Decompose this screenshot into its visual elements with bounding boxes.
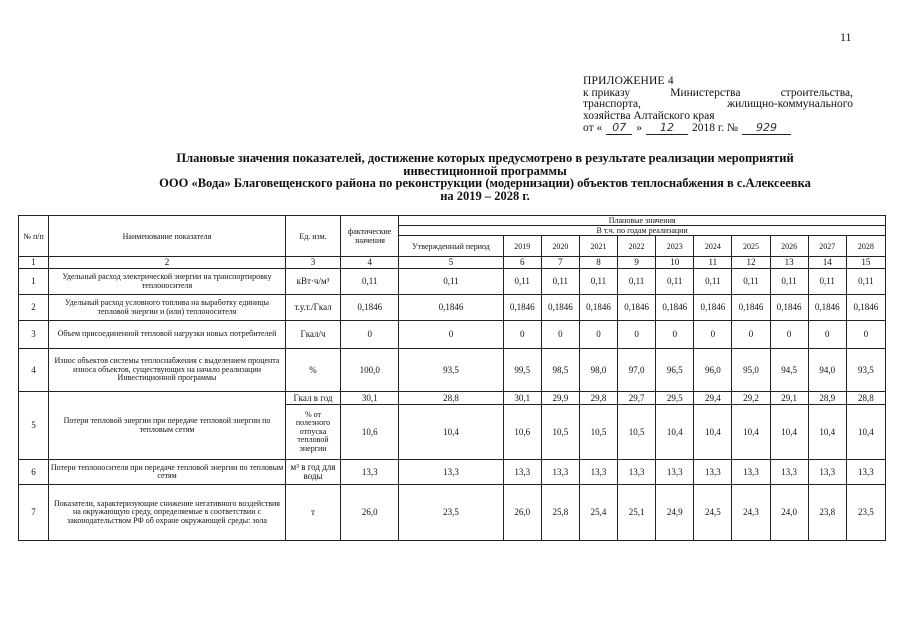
row-value: 0,11 — [618, 269, 656, 295]
appendix-date-line — [583, 122, 853, 135]
row-approved: 0 — [399, 321, 503, 349]
row-approved: 0,11 — [399, 269, 503, 295]
table-row — [19, 269, 886, 295]
title-line: Плановые значения показателей, достижение которых предусмотрено в результате реализации мероприятий — [176, 151, 794, 165]
row-value: 25,1 — [618, 485, 656, 541]
row-name: Показатели, характеризующие снижение негативного воздействия на окружающую среду, определяемые в соответствии с законодательством РФ об охране окружающей среды: зола — [49, 485, 286, 541]
row-value: 0 — [618, 321, 656, 349]
row-value: 24,0 — [770, 485, 808, 541]
date-day-handwritten: 07 — [606, 122, 632, 135]
row-value: 10,6 — [503, 405, 541, 460]
row-value: 13,3 — [694, 460, 732, 485]
row-unit: Гкал/ч — [285, 321, 340, 349]
appendix-line-3 — [583, 99, 853, 111]
row-value: 24,5 — [694, 485, 732, 541]
row-value: 10,4 — [732, 405, 770, 460]
row-value: 28,8 — [846, 392, 885, 405]
row-value: 29,8 — [579, 392, 617, 405]
row-value: 0,1846 — [541, 295, 579, 321]
row-name: Потери теплоносителя при передаче тепловой энергии по тепловым сетям — [49, 460, 286, 485]
column-number: 5 — [399, 257, 503, 269]
row-value: 0,11 — [770, 269, 808, 295]
column-number: 14 — [808, 257, 846, 269]
header-fact: фактические значения — [341, 216, 399, 257]
row-value: 13,3 — [808, 460, 846, 485]
row-approved: 10,4 — [399, 405, 503, 460]
row-unit: % от полезного отпуска тепловой энергии — [285, 405, 340, 460]
document-title — [90, 152, 880, 202]
row-value: 29,7 — [618, 392, 656, 405]
row-value: 0 — [503, 321, 541, 349]
row-value: 0 — [541, 321, 579, 349]
row-value: 97,0 — [618, 349, 656, 392]
column-number: 10 — [656, 257, 694, 269]
row-num: 3 — [19, 321, 49, 349]
appendix-text: жилищно-коммунального — [727, 98, 853, 110]
row-value: 23,8 — [808, 485, 846, 541]
appendix-title: ПРИЛОЖЕНИЕ 4 — [583, 75, 674, 87]
row-value: 25,4 — [579, 485, 617, 541]
row-value: 13,3 — [541, 460, 579, 485]
row-value: 24,3 — [732, 485, 770, 541]
header-year: 2027 — [808, 236, 846, 257]
date-mid: » — [636, 122, 642, 134]
row-fact: 100,0 — [341, 349, 399, 392]
row-value: 13,3 — [618, 460, 656, 485]
row-value: 94,0 — [808, 349, 846, 392]
row-value: 0,11 — [694, 269, 732, 295]
row-name: Потери тепловой энергии при передаче тепловой энергии по тепловым сетям — [49, 392, 286, 460]
header-year: 2025 — [732, 236, 770, 257]
row-value: 0 — [579, 321, 617, 349]
column-number: 4 — [341, 257, 399, 269]
table-row — [19, 321, 886, 349]
table-row — [19, 460, 886, 485]
column-number: 1 — [19, 257, 49, 269]
indicators-table — [18, 215, 886, 541]
row-num: 4 — [19, 349, 49, 392]
row-value: 10,5 — [579, 405, 617, 460]
order-number-handwritten: 929 — [742, 122, 791, 135]
row-value: 13,3 — [503, 460, 541, 485]
row-value: 0,1846 — [732, 295, 770, 321]
table-row — [19, 295, 886, 321]
row-value: 0 — [846, 321, 885, 349]
row-value: 0,1846 — [618, 295, 656, 321]
row-value: 99,5 — [503, 349, 541, 392]
header-year: 2028 — [846, 236, 885, 257]
row-value: 25,8 — [541, 485, 579, 541]
row-value: 10,4 — [770, 405, 808, 460]
header-approved: Утвержденный период — [399, 236, 503, 257]
row-value: 13,3 — [656, 460, 694, 485]
title-line: инвестиционной программы — [403, 163, 567, 178]
row-value: 0,1846 — [694, 295, 732, 321]
header-by-years: В т.ч. по годам реализации — [399, 226, 886, 236]
row-approved: 13,3 — [399, 460, 503, 485]
header-unit: Ед. изм. — [285, 216, 340, 257]
row-value: 0,11 — [732, 269, 770, 295]
row-value: 10,4 — [846, 405, 885, 460]
row-value: 10,5 — [541, 405, 579, 460]
row-approved: 0,1846 — [399, 295, 503, 321]
column-number: 3 — [285, 257, 340, 269]
row-unit: м³ в год для воды — [285, 460, 340, 485]
row-approved: 93,5 — [399, 349, 503, 392]
row-fact: 10,6 — [341, 405, 399, 460]
appendix-text: транспорта, — [583, 98, 641, 110]
row-value: 98,0 — [579, 349, 617, 392]
row-value: 94,5 — [770, 349, 808, 392]
row-value: 29,2 — [732, 392, 770, 405]
row-value: 10,4 — [694, 405, 732, 460]
row-value: 0,11 — [541, 269, 579, 295]
row-value: 0,1846 — [808, 295, 846, 321]
row-value: 0,1846 — [503, 295, 541, 321]
row-fact: 30,1 — [341, 392, 399, 405]
header-name: Наименование показателя — [49, 216, 286, 257]
header-year: 2022 — [618, 236, 656, 257]
row-value: 13,3 — [770, 460, 808, 485]
row-value: 0,11 — [846, 269, 885, 295]
row-fact: 13,3 — [341, 460, 399, 485]
appendix-text: строительства, — [780, 86, 853, 99]
appendix-block — [583, 76, 853, 135]
column-number: 2 — [49, 257, 286, 269]
row-unit: т — [285, 485, 340, 541]
row-value: 0 — [656, 321, 694, 349]
header-year: 2024 — [694, 236, 732, 257]
row-value: 0,11 — [579, 269, 617, 295]
column-number: 6 — [503, 257, 541, 269]
row-value: 0 — [732, 321, 770, 349]
row-value: 0,1846 — [656, 295, 694, 321]
row-value: 13,3 — [846, 460, 885, 485]
row-value: 10,4 — [808, 405, 846, 460]
row-value: 0,11 — [503, 269, 541, 295]
row-value: 28,9 — [808, 392, 846, 405]
date-year: 2018 г. № — [692, 122, 739, 134]
row-value: 95,0 — [732, 349, 770, 392]
column-number: 7 — [541, 257, 579, 269]
row-num: 1 — [19, 269, 49, 295]
header-num: № п/п — [19, 216, 49, 257]
column-number: 12 — [732, 257, 770, 269]
row-value: 29,1 — [770, 392, 808, 405]
row-unit: кВт·ч/м³ — [285, 269, 340, 295]
date-prefix: от « — [583, 122, 603, 134]
appendix-text: Министерства — [670, 86, 741, 99]
column-number-row — [19, 257, 886, 269]
header-year: 2026 — [770, 236, 808, 257]
header-year: 2019 — [503, 236, 541, 257]
row-name: Удельный расход электрической энергии на транспортировку теплоносителя — [49, 269, 286, 295]
row-value: 10,4 — [656, 405, 694, 460]
date-month-handwritten: 12 — [646, 122, 688, 135]
column-number: 15 — [846, 257, 885, 269]
row-value: 0 — [694, 321, 732, 349]
row-unit: % — [285, 349, 340, 392]
row-approved: 28,8 — [399, 392, 503, 405]
row-value: 29,5 — [656, 392, 694, 405]
column-number: 8 — [579, 257, 617, 269]
row-fact: 26,0 — [341, 485, 399, 541]
row-value: 10,5 — [618, 405, 656, 460]
header-year: 2020 — [541, 236, 579, 257]
row-unit: т.у.т./Гкал — [285, 295, 340, 321]
row-value: 98,5 — [541, 349, 579, 392]
row-fact: 0,1846 — [341, 295, 399, 321]
row-value: 0,1846 — [770, 295, 808, 321]
row-value: 0,11 — [808, 269, 846, 295]
table-row — [19, 485, 886, 541]
header-row — [19, 216, 886, 226]
table-row — [19, 392, 886, 405]
row-name: Удельный расход условного топлива на выработку единицы тепловой энергии и (или) теплоносителя — [49, 295, 286, 321]
row-fact: 0,11 — [341, 269, 399, 295]
title-line: ООО «Вода» Благовещенского района по реконструкции (модернизации) объектов теплоснабжения в с.Алексеевка — [159, 176, 811, 190]
row-num: 6 — [19, 460, 49, 485]
row-value: 96,5 — [656, 349, 694, 392]
row-value: 96,0 — [694, 349, 732, 392]
row-value: 26,0 — [503, 485, 541, 541]
row-value: 30,1 — [503, 392, 541, 405]
column-number: 11 — [694, 257, 732, 269]
row-name: Износ объектов системы теплоснабжения с выделением процента износа объектов, существующих на начало реализации Инвестиционной программы — [49, 349, 286, 392]
row-value: 93,5 — [846, 349, 885, 392]
row-fact: 0 — [341, 321, 399, 349]
row-value: 13,3 — [579, 460, 617, 485]
row-value: 0 — [808, 321, 846, 349]
row-num: 2 — [19, 295, 49, 321]
row-value: 29,4 — [694, 392, 732, 405]
row-value: 0,11 — [656, 269, 694, 295]
header-planned: Плановые значения — [399, 216, 886, 226]
row-value: 0 — [770, 321, 808, 349]
row-value: 0,1846 — [846, 295, 885, 321]
row-num: 7 — [19, 485, 49, 541]
row-value: 23,5 — [846, 485, 885, 541]
page-number: 11 — [840, 30, 852, 44]
appendix-line-4: хозяйства Алтайского края — [583, 109, 715, 122]
row-name: Объем присоединенной тепловой нагрузки новых потребителей — [49, 321, 286, 349]
row-num: 5 — [19, 392, 49, 460]
row-value: 0,1846 — [579, 295, 617, 321]
header-year: 2021 — [579, 236, 617, 257]
row-value: 13,3 — [732, 460, 770, 485]
column-number: 9 — [618, 257, 656, 269]
title-line: на 2019 – 2028 г. — [440, 188, 530, 203]
table-row — [19, 349, 886, 392]
header-year: 2023 — [656, 236, 694, 257]
column-number: 13 — [770, 257, 808, 269]
row-approved: 23,5 — [399, 485, 503, 541]
row-value: 24,9 — [656, 485, 694, 541]
row-unit: Гкал в год — [285, 392, 340, 405]
row-value: 29,9 — [541, 392, 579, 405]
appendix-text: к приказу — [583, 86, 631, 99]
